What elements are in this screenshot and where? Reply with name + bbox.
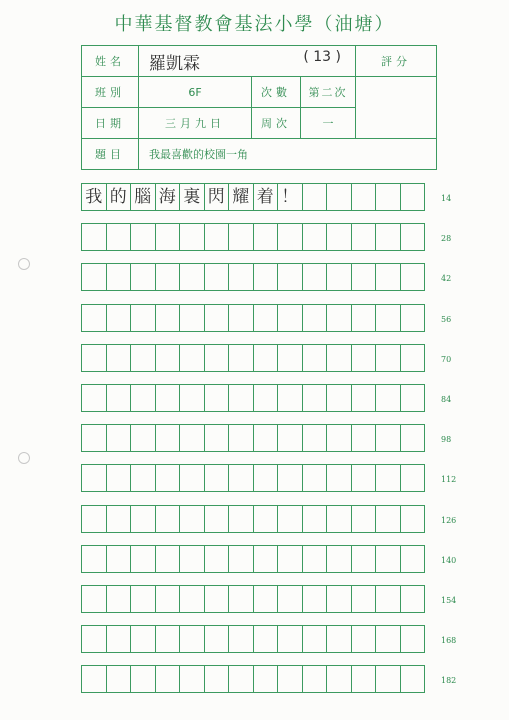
grid-cell [205, 345, 230, 371]
grid-cell [352, 626, 377, 652]
grid-cell [352, 305, 377, 331]
grid-cell [401, 465, 426, 491]
grid-cell [327, 184, 352, 210]
grid-cell [303, 385, 328, 411]
grid-cell [205, 385, 230, 411]
row-count-label: 140 [441, 556, 457, 565]
grid-cell [107, 546, 132, 572]
grid-cell [278, 305, 303, 331]
grid-row [81, 223, 425, 251]
grid-cell [376, 305, 401, 331]
student-info-table [81, 45, 437, 170]
grid-cell [376, 666, 401, 692]
name-value: 羅凱霖 [149, 53, 200, 74]
grid-cell [156, 305, 181, 331]
grid-cell [229, 385, 254, 411]
grid-cell [278, 506, 303, 532]
grid-cell [401, 666, 426, 692]
grid-cell [376, 586, 401, 612]
grid-cell [254, 385, 279, 411]
grid-cell [180, 465, 205, 491]
score-label: 評分 [356, 46, 437, 77]
grid-cell [278, 546, 303, 572]
grid-cell [82, 506, 107, 532]
grid-cell [278, 345, 303, 371]
grid-cell [376, 184, 401, 210]
grid-cell [303, 626, 328, 652]
grid-cell [401, 305, 426, 331]
grid-cell [82, 666, 107, 692]
grid-cell [327, 264, 352, 290]
grid-cell [156, 626, 181, 652]
grid-cell [205, 506, 230, 532]
grid-cell [278, 224, 303, 250]
row-count-label: 28 [441, 234, 452, 243]
grid-cell [401, 626, 426, 652]
grid-cell [376, 224, 401, 250]
grid-cell [327, 385, 352, 411]
grid-cell: 閃 [205, 184, 230, 210]
grid-row [81, 505, 425, 533]
grid-cell [303, 264, 328, 290]
row-count-label: 182 [441, 676, 457, 685]
grid-cell [229, 305, 254, 331]
grid-cell [327, 546, 352, 572]
grid-cell [229, 264, 254, 290]
grid-cell [327, 224, 352, 250]
grid-cell [229, 546, 254, 572]
grid-cell [254, 224, 279, 250]
grid-cell [401, 184, 426, 210]
grid-cell [82, 224, 107, 250]
grid-cell [352, 465, 377, 491]
grid-cell [401, 264, 426, 290]
grid-row [81, 464, 425, 492]
grid-cell [107, 666, 132, 692]
grid-cell [180, 385, 205, 411]
grid-cell [82, 345, 107, 371]
week-label: 周次 [252, 108, 301, 139]
grid-cell [131, 506, 156, 532]
grid-row [81, 625, 425, 653]
grid-cell [107, 305, 132, 331]
grid-cell [376, 264, 401, 290]
grid-cell [131, 264, 156, 290]
grid-cell [131, 546, 156, 572]
grid-cell [352, 224, 377, 250]
grid-cell [303, 506, 328, 532]
grid-cell [229, 666, 254, 692]
grid-cell [107, 465, 132, 491]
grid-cell [303, 224, 328, 250]
grid-cell [107, 506, 132, 532]
grid-cell [82, 385, 107, 411]
grid-cell [303, 425, 328, 451]
row-count-label: 154 [441, 596, 457, 605]
grid-cell [278, 586, 303, 612]
grid-cell [401, 546, 426, 572]
grid-cell [376, 465, 401, 491]
grid-cell [303, 666, 328, 692]
class-label: 班別 [82, 77, 139, 108]
grid-row [81, 545, 425, 573]
grid-cell [156, 224, 181, 250]
grid-cell [107, 385, 132, 411]
grid-cell [327, 586, 352, 612]
row-count-label: 112 [441, 475, 457, 484]
grid-cell [205, 425, 230, 451]
grid-cell [180, 224, 205, 250]
grid-row [81, 183, 425, 211]
date-value: 三月九日 [139, 108, 252, 139]
grid-cell [156, 546, 181, 572]
date-label: 日期 [82, 108, 139, 139]
grid-cell [180, 425, 205, 451]
grid-cell [254, 465, 279, 491]
grid-cell [107, 224, 132, 250]
grid-cell [156, 264, 181, 290]
grid-cell [229, 425, 254, 451]
grid-cell [352, 666, 377, 692]
grid-cell [180, 586, 205, 612]
grid-cell [131, 385, 156, 411]
row-count-label: 84 [441, 395, 452, 404]
grid-cell [180, 506, 205, 532]
school-title: 中華基督教會基法小學（油塘） [114, 14, 395, 35]
grid-cell [107, 425, 132, 451]
grid-cell [107, 345, 132, 371]
grid-cell [352, 264, 377, 290]
grid-cell [229, 224, 254, 250]
grid-cell [278, 465, 303, 491]
grid-cell [131, 586, 156, 612]
grid-cell [254, 506, 279, 532]
grid-cell [131, 224, 156, 250]
grid-cell [229, 626, 254, 652]
topic-value: 我最喜歡的校園一角 [139, 139, 437, 170]
grid-cell [205, 626, 230, 652]
grid-cell [401, 506, 426, 532]
grid-cell [401, 425, 426, 451]
grid-cell [131, 345, 156, 371]
grid-cell [180, 264, 205, 290]
grid-cell [352, 425, 377, 451]
grid-cell [131, 305, 156, 331]
grid-cell [254, 345, 279, 371]
count-label: 次數 [252, 77, 301, 108]
grid-cell [180, 666, 205, 692]
grid-row [81, 263, 425, 291]
grid-cell [303, 546, 328, 572]
grid-cell [327, 425, 352, 451]
grid-cell [229, 345, 254, 371]
grid-cell [156, 425, 181, 451]
punch-hole-top [18, 258, 30, 270]
grid-cell [205, 666, 230, 692]
grid-cell [205, 546, 230, 572]
grid-cell [376, 425, 401, 451]
grid-cell [82, 626, 107, 652]
name-cell [139, 46, 356, 77]
grid-cell [205, 465, 230, 491]
grid-cell: 裏 [180, 184, 205, 210]
grid-cell [82, 586, 107, 612]
grid-cell [131, 626, 156, 652]
grid-cell [401, 345, 426, 371]
grid-cell [205, 586, 230, 612]
count-value: 第二次 [301, 77, 356, 108]
row-count-label: 42 [441, 274, 452, 283]
student-number: ( 13 ) [303, 48, 341, 65]
grid-cell [352, 345, 377, 371]
grid-cell: 海 [156, 184, 181, 210]
grid-cell [254, 586, 279, 612]
grid-cell [107, 626, 132, 652]
grid-cell [229, 506, 254, 532]
grid-cell [180, 626, 205, 652]
grid-cell [131, 666, 156, 692]
grid-cell: ！ [278, 184, 303, 210]
grid-cell [131, 465, 156, 491]
grid-cell [156, 385, 181, 411]
grid-row [81, 424, 425, 452]
grid-cell [107, 264, 132, 290]
class-value: 6F [139, 77, 252, 108]
grid-cell [401, 385, 426, 411]
grid-cell [254, 546, 279, 572]
grid-cell [254, 626, 279, 652]
grid-cell [156, 666, 181, 692]
grid-cell [156, 345, 181, 371]
grid-cell [131, 425, 156, 451]
grid-cell: 腦 [131, 184, 156, 210]
grid-cell [401, 586, 426, 612]
grid-cell [278, 626, 303, 652]
grid-cell [401, 224, 426, 250]
grid-cell [327, 465, 352, 491]
grid-cell [352, 184, 377, 210]
grid-cell [303, 586, 328, 612]
grid-cell [327, 506, 352, 532]
punch-hole-bottom [18, 452, 30, 464]
grid-cell [82, 546, 107, 572]
grid-cell [229, 465, 254, 491]
grid-cell [156, 586, 181, 612]
grid-row [81, 344, 425, 372]
grid-cell [278, 666, 303, 692]
row-count-label: 168 [441, 636, 457, 645]
grid-cell [205, 264, 230, 290]
grid-cell [254, 264, 279, 290]
grid-cell [254, 666, 279, 692]
grid-cell: 耀 [229, 184, 254, 210]
row-count-label: 14 [441, 194, 452, 203]
grid-cell [352, 586, 377, 612]
grid-cell [303, 345, 328, 371]
grid-cell: 着 [254, 184, 279, 210]
grid-row [81, 585, 425, 613]
grid-cell: 我 [82, 184, 107, 210]
grid-cell [107, 586, 132, 612]
grid-cell [205, 224, 230, 250]
row-count-label: 126 [441, 516, 457, 525]
name-label: 姓名 [82, 46, 139, 77]
grid-cell [82, 305, 107, 331]
grid-cell [180, 305, 205, 331]
grid-cell [82, 264, 107, 290]
topic-label: 題目 [82, 139, 139, 170]
grid-cell: 的 [107, 184, 132, 210]
grid-cell [376, 546, 401, 572]
grid-cell [254, 305, 279, 331]
row-count-label: 70 [441, 355, 452, 364]
grid-cell [205, 305, 230, 331]
grid-cell [327, 626, 352, 652]
grid-cell [156, 506, 181, 532]
grid-cell [278, 425, 303, 451]
grid-cell [327, 666, 352, 692]
grid-cell [229, 586, 254, 612]
grid-cell [303, 184, 328, 210]
grid-cell [180, 345, 205, 371]
grid-cell [278, 385, 303, 411]
grid-cell [327, 305, 352, 331]
grid-cell [303, 465, 328, 491]
grid-cell [376, 385, 401, 411]
grid-cell [376, 626, 401, 652]
grid-cell [303, 305, 328, 331]
row-count-label: 56 [441, 315, 452, 324]
grid-cell [82, 425, 107, 451]
week-value: 一 [301, 108, 356, 139]
grid-cell [82, 465, 107, 491]
grid-cell [156, 465, 181, 491]
grid-cell [376, 345, 401, 371]
grid-cell [352, 546, 377, 572]
grid-cell [254, 425, 279, 451]
grid-cell [352, 385, 377, 411]
grid-cell [327, 345, 352, 371]
grid-cell [180, 546, 205, 572]
grid-cell [352, 506, 377, 532]
grid-row [81, 304, 425, 332]
grid-row [81, 384, 425, 412]
row-count-label: 98 [441, 435, 452, 444]
grid-cell [278, 264, 303, 290]
grid-cell [376, 506, 401, 532]
score-box [356, 77, 437, 139]
grid-row [81, 665, 425, 693]
